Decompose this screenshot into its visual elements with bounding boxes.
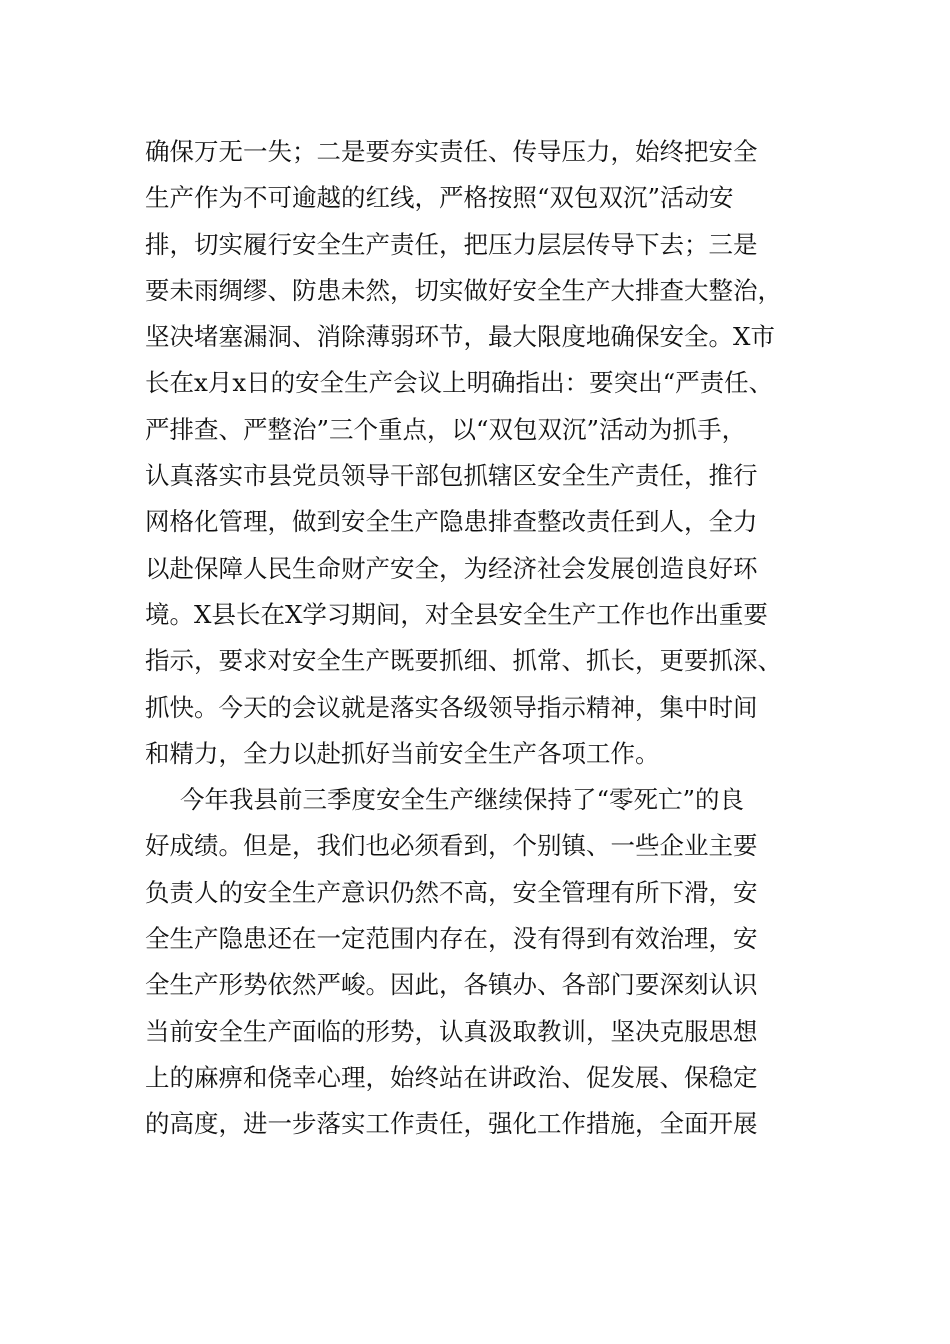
text-line: 指示，要求对安全生产既要抓细、抓常、抓长，更要抓深、 bbox=[145, 646, 782, 676]
text-line: 严排查、严整治”三个重点，以“双包双沉”活动为抓手， bbox=[145, 414, 747, 444]
body-text bbox=[145, 129, 825, 1148]
text-line: 网格化管理，做到安全生产隐患排查整改责任到人，全力 bbox=[145, 507, 758, 537]
text-line: 要未雨绸缪、防患未然，切实做好安全生产大排查大整治， bbox=[145, 275, 782, 305]
text-line: 抓快。今天的会议就是落实各级领导指示精神，集中时间 bbox=[145, 692, 758, 722]
text-line: 境。X县长在X学习期间，对全县安全生产工作也作出重要 bbox=[145, 599, 768, 629]
text-line: 上的麻痹和侥幸心理，始终站在讲政治、促发展、保稳定 bbox=[145, 1062, 758, 1092]
text-line: 生产作为不可逾越的红线，严格按照“双包双沉”活动安 bbox=[145, 183, 734, 213]
paragraph-start-line: 今年我县前三季度安全生产继续保持了“零死亡”的良 bbox=[180, 785, 745, 815]
text-line: 负责人的安全生产意识仍然不高，安全管理有所下滑，安 bbox=[145, 877, 758, 907]
text-line: 长在x月x日的安全生产会议上明确指出：要突出“严责任、 bbox=[145, 368, 774, 398]
text-line: 当前安全生产面临的形势，认真汲取教训，坚决克服思想 bbox=[145, 1016, 758, 1046]
text-line: 和精力，全力以赴抓好当前安全生产各项工作。 bbox=[145, 738, 660, 768]
text-line: 认真落实市县党员领导干部包抓辖区安全生产责任，推行 bbox=[145, 461, 758, 491]
text-line: 好成绩。但是，我们也必须看到，个别镇、一些企业主要 bbox=[145, 831, 758, 861]
text-line: 排，切实履行安全生产责任，把压力层层传导下去；三是 bbox=[145, 229, 758, 259]
text-line: 的高度，进一步落实工作责任，强化工作措施，全面开展 bbox=[145, 1109, 758, 1139]
text-line: 全生产隐患还在一定范围内存在，没有得到有效治理，安 bbox=[145, 924, 758, 954]
text-line: 确保万无一失；二是要夯实责任、传导压力，始终把安全 bbox=[145, 137, 758, 166]
text-line: 坚决堵塞漏洞、消除薄弱环节，最大限度地确保安全。X市 bbox=[145, 322, 775, 352]
text-line: 全生产形势依然严峻。因此，各镇办、各部门要深刻认识 bbox=[145, 970, 758, 1000]
text-line: 以赴保障人民生命财产安全，为经济社会发展创造良好环 bbox=[145, 553, 758, 583]
